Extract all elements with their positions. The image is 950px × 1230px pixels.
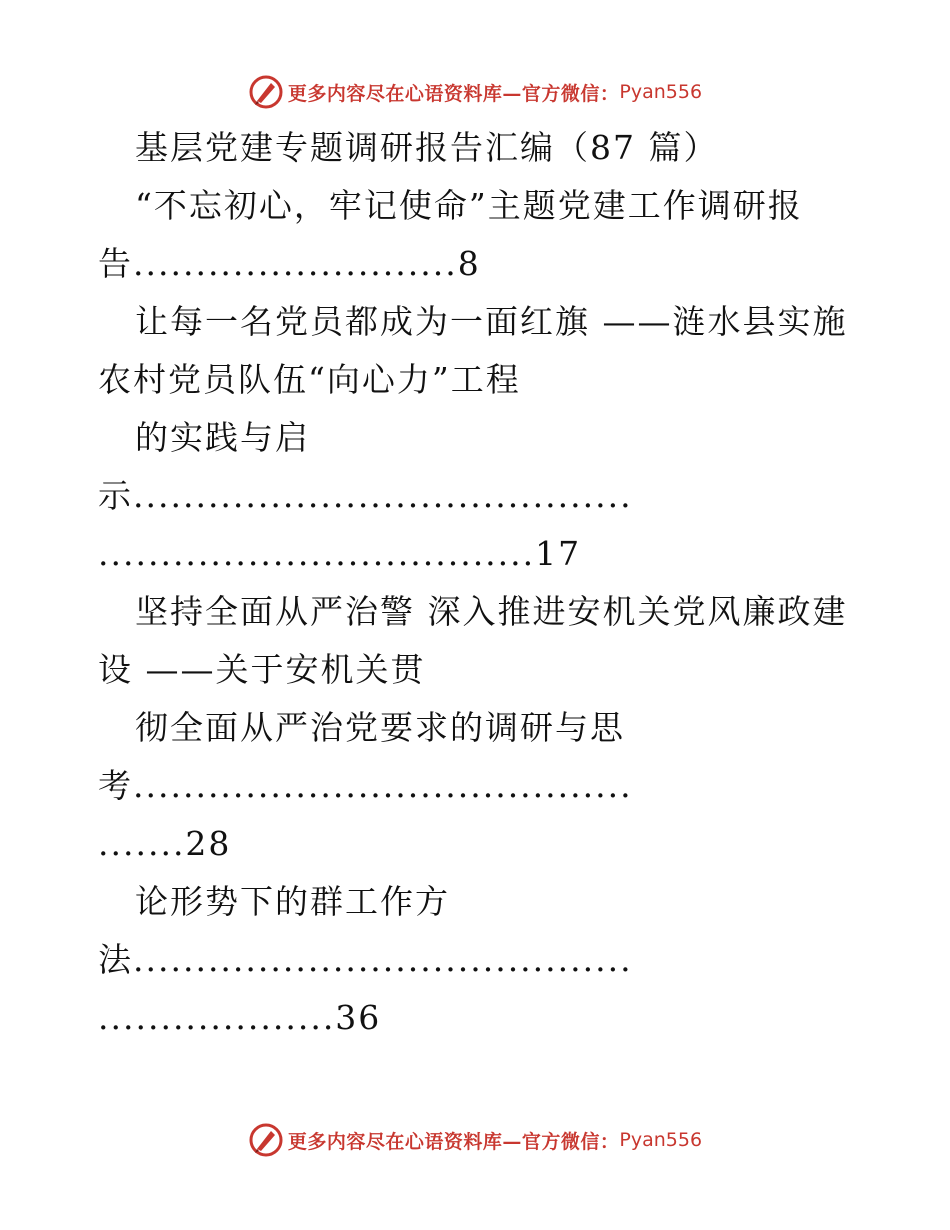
toc-line: 设 ——关于安机关贯 (98, 650, 426, 689)
toc-line: 示........................................ (98, 476, 633, 515)
footer-banner (0, 1120, 950, 1160)
toc-line: 的实践与启 (135, 418, 310, 457)
toc-line: 坚持全面从严治警 深入推进安机关党风廉政建 (135, 592, 848, 631)
banner-text: 更多内容尽在心语资料库—官方微信： (287, 82, 620, 105)
pen-logo-icon (248, 74, 284, 110)
toc-line: .......28 (98, 824, 232, 863)
toc-line: 让每一名党员都成为一面红旗 ——涟水县实施 (135, 302, 848, 341)
document-title: 基层党建专题调研报告汇编（87 篇） (135, 128, 719, 167)
toc-line: 考........................................ (98, 766, 633, 805)
banner-text: 更多内容尽在心语资料库—官方微信： (287, 1130, 620, 1153)
toc-line: 告..........................8 (98, 244, 481, 283)
toc-line: ...................36 (98, 998, 382, 1037)
toc-line: 彻全面从严治党要求的调研与思 (135, 708, 625, 747)
banner-contact: Pyan556 (619, 1129, 703, 1151)
toc-line: 论形势下的群工作方 (135, 882, 450, 921)
toc-line: 法........................................ (98, 940, 633, 979)
banner-contact: Pyan556 (619, 81, 703, 103)
header-banner (0, 72, 950, 112)
pen-logo-icon (248, 1122, 284, 1158)
toc-line: 农村党员队伍“向心力”工程 (98, 360, 521, 399)
toc-line: “不忘初心，牢记使命”主题党建工作调研报 (135, 186, 803, 225)
toc-line: ...................................17 (98, 534, 582, 573)
